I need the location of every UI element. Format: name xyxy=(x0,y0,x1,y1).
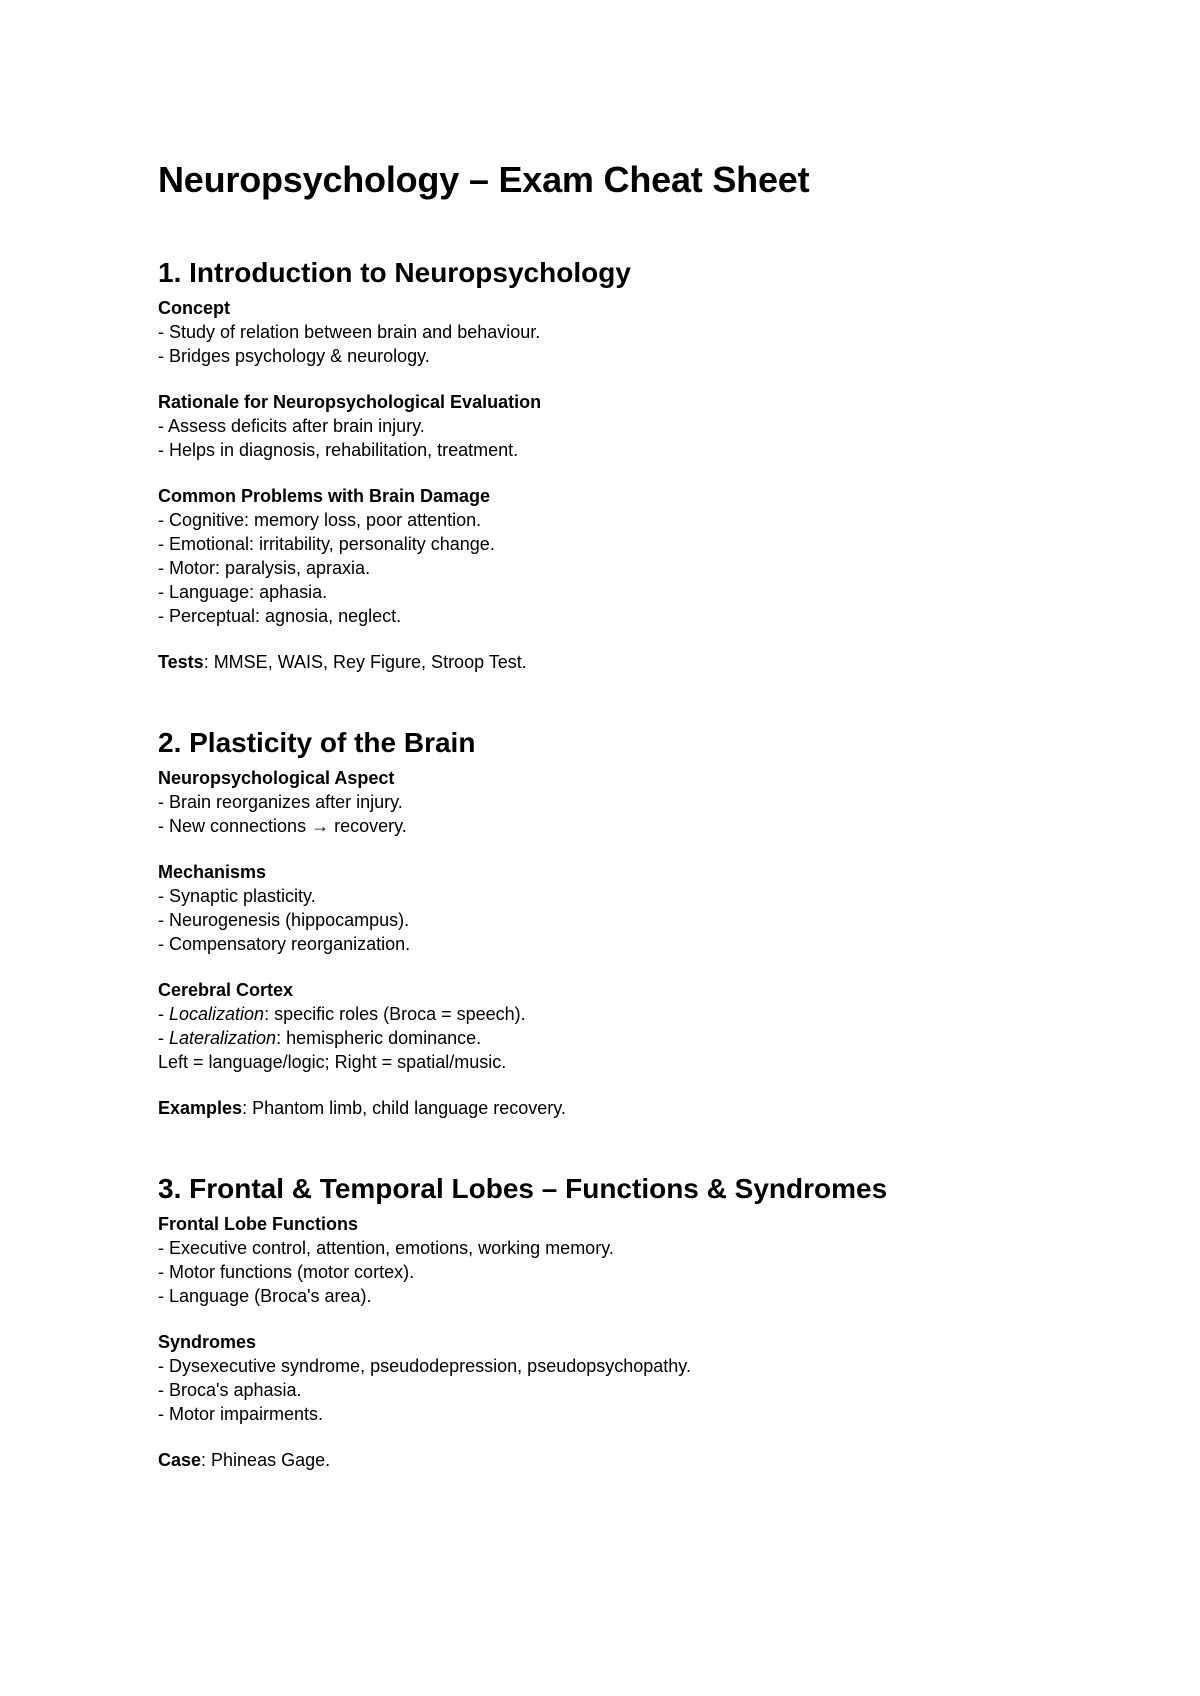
subsection-heading-syndromes: Syndromes xyxy=(158,1332,257,1352)
subsection-heading-cortex: Cerebral Cortex xyxy=(158,980,294,1000)
list-item: - Dysexecutive syndrome, pseudodepression, pseudopsychopathy. xyxy=(158,1356,691,1376)
list-item: - Language: aphasia. xyxy=(158,582,328,602)
examples-label: Examples xyxy=(158,1098,243,1118)
list-item: - Assess deficits after brain injury. xyxy=(158,416,425,436)
case-label: Case xyxy=(158,1450,202,1470)
examples-line xyxy=(158,1096,1098,1120)
section-heading: 3. Frontal & Temporal Lobes – Functions & Syndromes xyxy=(158,1173,888,1204)
subsection-heading-aspect: Neuropsychological Aspect xyxy=(158,768,395,788)
term-lateralization: Lateralization xyxy=(169,1028,277,1048)
list-item: - Executive control, attention, emotions, working memory. xyxy=(158,1238,614,1258)
list-item: - Language (Broca's area). xyxy=(158,1286,372,1306)
case-value: : Phineas Gage. xyxy=(201,1450,331,1470)
case-line xyxy=(158,1448,1098,1472)
examples-value: : Phantom limb, child language recovery. xyxy=(242,1098,566,1118)
tests-line xyxy=(158,650,1098,674)
section-introduction xyxy=(158,256,1098,674)
list-item: - Synaptic plasticity. xyxy=(158,886,316,906)
list-prefix: - xyxy=(158,1004,169,1024)
list-item: - Emotional: irritability, personality change. xyxy=(158,534,495,554)
list-item: - Bridges psychology & neurology. xyxy=(158,346,430,366)
tests-label: Tests xyxy=(158,652,204,672)
cortex-note: Left = language/logic; Right = spatial/music. xyxy=(158,1052,507,1072)
list-item: - Motor functions (motor cortex). xyxy=(158,1262,415,1282)
list-item: - Perceptual: agnosia, neglect. xyxy=(158,606,402,626)
tests-value: : MMSE, WAIS, Rey Figure, Stroop Test. xyxy=(203,652,527,672)
subsection-heading-functions: Frontal Lobe Functions xyxy=(158,1214,358,1234)
subsection-heading-problems: Common Problems with Brain Damage xyxy=(158,486,491,506)
term-description: : specific roles (Broca = speech). xyxy=(264,1004,526,1024)
list-item: - Broca's aphasia. xyxy=(158,1380,302,1400)
list-prefix: - xyxy=(158,1028,169,1048)
term-description: : hemispheric dominance. xyxy=(276,1028,482,1048)
list-item: - Motor impairments. xyxy=(158,1404,324,1424)
list-item: - Study of relation between brain and behaviour. xyxy=(158,322,541,342)
list-item-lateralization xyxy=(158,1026,1098,1050)
page-title: Neuropsychology – Exam Cheat Sheet xyxy=(158,159,810,200)
list-item: - New connections → recovery. xyxy=(158,816,407,836)
section-frontal-temporal xyxy=(158,1172,1098,1472)
term-localization: Localization xyxy=(169,1004,265,1024)
subsection-heading-mechanisms: Mechanisms xyxy=(158,862,267,882)
section-heading: 1. Introduction to Neuropsychology xyxy=(158,257,631,288)
section-heading: 2. Plasticity of the Brain xyxy=(158,727,476,758)
subsection-heading-rationale: Rationale for Neuropsychological Evaluation xyxy=(158,392,542,412)
list-item: - Motor: paralysis, apraxia. xyxy=(158,558,371,578)
document-content xyxy=(158,158,1098,1472)
subsection-heading-concept: Concept xyxy=(158,298,230,318)
list-item: - Helps in diagnosis, rehabilitation, treatment. xyxy=(158,440,519,460)
list-item: - Compensatory reorganization. xyxy=(158,934,411,954)
section-plasticity xyxy=(158,726,1098,1120)
list-item: - Cognitive: memory loss, poor attention. xyxy=(158,510,482,530)
list-item: - Neurogenesis (hippocampus). xyxy=(158,910,410,930)
list-item: - Brain reorganizes after injury. xyxy=(158,792,403,812)
list-item-localization xyxy=(158,1002,1098,1026)
